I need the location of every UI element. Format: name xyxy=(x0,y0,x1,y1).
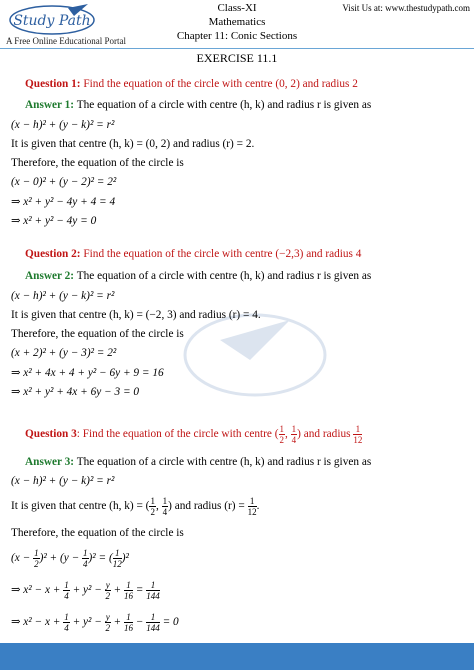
q1-given: It is given that centre (h, k) = (0, 2) and radius (r) = 2. xyxy=(11,138,255,150)
q2-eq4: ⇒ x² + y² + 4x + 6y − 3 = 0 xyxy=(11,386,140,398)
answer-3: Answer 3: The equation of a circle with centre (h, k) and radius r is given as xyxy=(25,456,372,468)
class-title: Class-XI xyxy=(217,2,257,14)
q3-therefore: Therefore, the equation of the circle is xyxy=(11,527,184,539)
q1-eq3: ⇒ x² + y² − 4y + 4 = 4 xyxy=(11,196,116,208)
q2-therefore: Therefore, the equation of the circle is xyxy=(11,328,184,340)
q1-eq4: ⇒ x² + y² − 4y = 0 xyxy=(11,215,97,227)
tagline: A Free Online Educational Portal xyxy=(6,36,126,46)
subject-title: Mathematics xyxy=(208,16,266,28)
answer-1: Answer 1: The equation of a circle with centre (h, k) and radius r is given as xyxy=(25,99,372,111)
footer-bar xyxy=(0,643,474,670)
exercise-title: EXERCISE 11.1 xyxy=(196,51,278,65)
q3-given: It is given that centre (h, k) = ( $\frac{1}{2}$ , $\frac{1}{4}$ ) and radius (r) = $\frac{1}{12}$ . xyxy=(11,496,260,517)
q3-eq1: (x − h)² + (y − k)² = r² xyxy=(11,475,115,487)
q3-eq4: ⇒ x² − x + $\frac{1}{4}$ + y² − $\frac{y}{2}$ + $\frac{1}{16}$ − $\frac{1}{144}$ = 0 xyxy=(11,612,179,633)
svg-text:Study Path: Study Path xyxy=(13,13,91,29)
q2-given: It is given that centre (h, k) = (−2, 3) and radius (r) = 4. xyxy=(11,309,261,321)
q1-therefore: Therefore, the equation of the circle is xyxy=(11,157,184,169)
q2-eq2: (x + 2)² + (y − 3)² = 2² xyxy=(11,347,117,359)
website-link[interactable]: Visit Us at: www.thestudypath.com xyxy=(342,3,470,13)
q1-eq1: (x − h)² + (y − k)² = r² xyxy=(11,119,115,131)
q1-eq2: (x − 0)² + (y − 2)² = 2² xyxy=(11,176,117,188)
chapter-title: Chapter 11: Conic Sections xyxy=(176,30,298,42)
q2-eq3: ⇒ x² + 4x + 4 + y² − 6y + 9 = 16 xyxy=(11,367,164,379)
question-2: Question 2: Find the equation of the circle with centre (−2,3) and radius 4 xyxy=(25,248,362,260)
question-3: Question 3: Find the equation of the circle with centre ( $\frac{1}{2}$ , $\frac{1}{4}$ ) and radius $\frac{1}{12}$ xyxy=(25,424,363,445)
q3-eq2: (x − $\frac{1}{2}$ )² + (y − $\frac{1}{4}$ )² = ( $\frac{1}{12}$ )² xyxy=(11,548,129,569)
question-1: Question 1: Find the equation of the circle with centre (0, 2) and radius 2 xyxy=(25,78,358,90)
q2-eq1: (x − h)² + (y − k)² = r² xyxy=(11,290,115,302)
answer-2: Answer 2: The equation of a circle with centre (h, k) and radius r is given as xyxy=(25,270,372,282)
q3-eq3: ⇒ x² − x + $\frac{1}{4}$ + y² − $\frac{y}{2}$ + $\frac{1}{16}$ = $\frac{1}{144}$ xyxy=(11,580,160,601)
header-divider xyxy=(0,48,474,49)
